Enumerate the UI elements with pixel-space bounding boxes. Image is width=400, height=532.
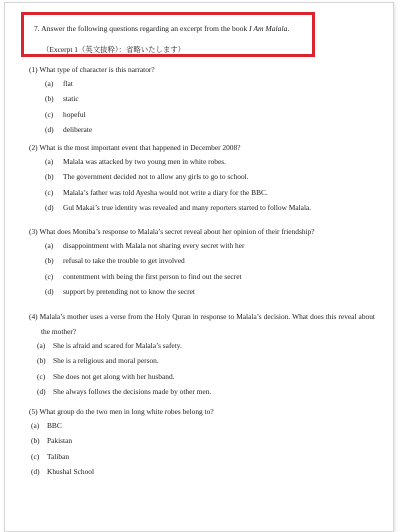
option: (c) Malala’s father was told Ayesha would not write a diary for the BBC.	[45, 187, 268, 197]
question-text: (4) Malala’s mother uses a verse from the Holy Quran in response to Malala’s decision. What does this reveal about the mother?	[29, 312, 375, 336]
option: (c) contentment with being the first person to find out the secret	[45, 271, 242, 281]
question-text: (3) What does Moniba’s response to Malala’s secret reveal about her opinion of their friendship?	[29, 227, 315, 236]
question-3	[29, 227, 375, 302]
option: (c) Taliban	[31, 451, 70, 461]
options-list	[29, 241, 375, 302]
excerpt-note: （Excerpt 1（英文抜粋）：省略いたします）	[42, 45, 186, 54]
option: (b) Pakistan	[31, 436, 73, 446]
option: (d) deliberate	[45, 124, 93, 134]
option: (d) Khushal School	[31, 466, 95, 476]
option: (c) hopeful	[45, 109, 86, 119]
option: (a) She is afraid and scared for Malala’s safety.	[37, 341, 182, 350]
question-heading: 7. Answer the following questions regarding an excerpt from the book I Am Malala.	[34, 24, 290, 33]
document-page	[4, 2, 394, 532]
option: (c) She does not get along with her husband.	[37, 371, 175, 381]
option: (b) The government decided not to allow any girls to go to school.	[45, 172, 249, 182]
option: (a) disappointment with Malala not sharing every secret with her	[45, 241, 245, 250]
option: (a) flat	[45, 79, 73, 88]
question-1	[29, 65, 375, 140]
question-text: (5) What group do the two men in long white robes belong to?	[29, 407, 214, 416]
question-text: (1) What type of character is this narrator?	[29, 65, 155, 74]
question-4	[29, 309, 375, 402]
option: (a) Malala was attacked by two young men in white robes.	[45, 157, 226, 166]
options-list	[29, 341, 375, 402]
option: (d) Gul Makai’s true identity was revealed and many reporters started to follow Malala.	[45, 202, 312, 212]
option: (b) She is a religious and moral person.	[37, 356, 159, 366]
option: (a) BBC	[31, 421, 62, 430]
question-5	[29, 407, 375, 482]
book-title: I Am Malala	[249, 24, 288, 33]
option: (d) She always follows the decisions made by other men.	[37, 386, 212, 396]
option: (b) refusal to take the trouble to get involved	[45, 256, 185, 266]
option: (d) support by pretending not to know the secret	[45, 286, 195, 296]
question-text: (2) What is the most important event that happened in December 2008?	[29, 143, 241, 152]
options-list	[29, 421, 375, 482]
option: (b) static	[45, 94, 79, 104]
highlight-box	[21, 12, 315, 57]
options-list	[29, 157, 375, 218]
options-list	[29, 79, 375, 140]
question-2	[29, 143, 375, 218]
